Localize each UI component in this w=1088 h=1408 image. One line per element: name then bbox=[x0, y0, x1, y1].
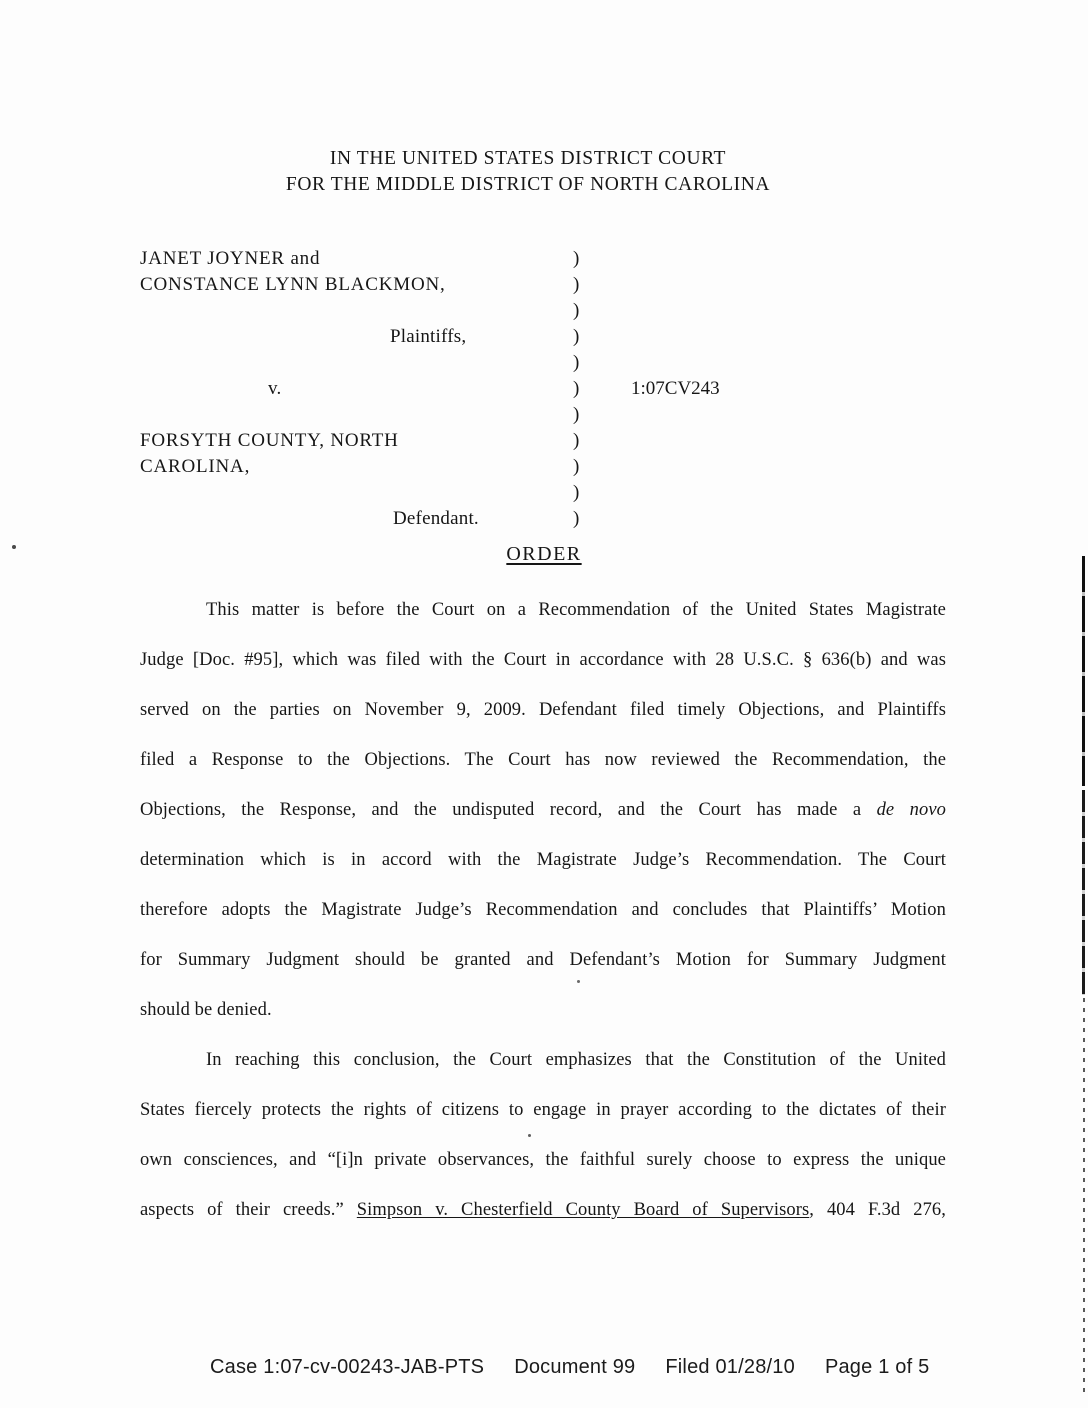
plaintiff-name: CONSTANCE LYNN BLACKMON, bbox=[140, 274, 446, 295]
order-text-line bbox=[140, 785, 946, 835]
text-segment: de novo bbox=[876, 800, 946, 820]
case-caption bbox=[140, 246, 780, 532]
order-paragraph-1 bbox=[140, 585, 946, 1035]
order-text-line: Judge [Doc. #95], which was filed with the Court in accordance with 28 U.S.C. § 636(b) and was bbox=[140, 650, 946, 670]
caption-paren: ) bbox=[573, 352, 580, 373]
order-text-line: States fiercely protects the rights of citizens to engage in prayer according to the dictates of their bbox=[140, 1100, 946, 1120]
caption-paren: ) bbox=[573, 508, 580, 529]
order-text-line: determination which is in accord with the Magistrate Judge’s Recommendation. The Court bbox=[140, 850, 946, 870]
caption-row bbox=[140, 272, 780, 298]
case-citation: Simpson v. Chesterfield County Board of Supervisors bbox=[356, 1200, 810, 1220]
caption-row bbox=[140, 246, 780, 272]
caption-row bbox=[140, 428, 780, 454]
scan-edge-artifact bbox=[1083, 998, 1085, 1393]
scan-edge-artifact bbox=[1082, 556, 1085, 786]
caption-paren: ) bbox=[573, 482, 580, 503]
court-name-line: IN THE UNITED STATES DISTRICT COURT bbox=[329, 148, 727, 169]
footer-filed-date: Filed 01/28/10 bbox=[665, 1356, 795, 1378]
order-text-line: own consciences, and “[i]n private observances, the faithful surely choose to express the unique bbox=[140, 1150, 946, 1170]
defendant-name: CAROLINA, bbox=[140, 456, 251, 477]
caption-row bbox=[140, 324, 780, 350]
ecf-footer-stamp bbox=[210, 1352, 929, 1382]
plaintiffs-label: Plaintiffs, bbox=[390, 326, 467, 347]
caption-row bbox=[140, 480, 780, 506]
order-text-line: served on the parties on November 9, 2009. Defendant filed timely Objections, and Plaintiffs bbox=[140, 700, 946, 720]
order-paragraph-2 bbox=[140, 1035, 946, 1235]
caption-paren: ) bbox=[573, 248, 580, 269]
defendant-label: Defendant. bbox=[393, 508, 479, 529]
versus-label: v. bbox=[268, 378, 282, 399]
caption-paren: ) bbox=[573, 274, 580, 295]
caption-row bbox=[140, 350, 780, 376]
footer-case-number: Case 1:07-cv-00243-JAB-PTS bbox=[210, 1356, 485, 1378]
caption-paren: ) bbox=[573, 378, 580, 399]
caption-row bbox=[140, 298, 780, 324]
caption-row bbox=[140, 402, 780, 428]
order-text-line: should be denied. bbox=[140, 1000, 272, 1020]
order-text-line: filed a Response to the Objections. The Court has now reviewed the Recommendation, the bbox=[140, 750, 946, 770]
text-segment: aspects of their creeds.” bbox=[140, 1200, 357, 1220]
order-text-line: for Summary Judgment should be granted and Defendant’s Motion for Summary Judgment bbox=[140, 950, 946, 970]
text-segment: Objections, the Response, and the undisputed record, and the Court has made a bbox=[140, 800, 877, 820]
caption-row bbox=[140, 376, 780, 402]
scan-speck bbox=[528, 1134, 531, 1137]
text-segment: , 404 F.3d 276, bbox=[809, 1200, 946, 1220]
caption-row bbox=[140, 506, 780, 532]
scan-speck bbox=[577, 980, 580, 983]
caption-paren: ) bbox=[573, 430, 580, 451]
order-text-line bbox=[140, 1185, 946, 1235]
order-text-line: In reaching this conclusion, the Court emphasizes that the Constitution of the United bbox=[206, 1050, 946, 1070]
court-header bbox=[0, 146, 1056, 198]
case-number: 1:07CV243 bbox=[631, 378, 720, 399]
scan-edge-artifact bbox=[1082, 790, 1085, 995]
defendant-name: FORSYTH COUNTY, NORTH bbox=[140, 430, 399, 451]
caption-paren: ) bbox=[573, 326, 580, 347]
caption-paren: ) bbox=[573, 404, 580, 425]
court-district-line: FOR THE MIDDLE DISTRICT OF NORTH CAROLINA bbox=[285, 174, 771, 195]
order-text-line: therefore adopts the Magistrate Judge’s Recommendation and concludes that Plaintiffs’ Motion bbox=[140, 900, 946, 920]
order-text-line: This matter is before the Court on a Recommendation of the United States Magistrate bbox=[206, 600, 946, 620]
caption-paren: ) bbox=[573, 300, 580, 321]
order-heading: ORDER bbox=[506, 543, 582, 565]
caption-paren: ) bbox=[573, 456, 580, 477]
caption-row bbox=[140, 454, 780, 480]
footer-document-number: Document 99 bbox=[514, 1356, 636, 1378]
footer-page-number: Page 1 of 5 bbox=[824, 1356, 930, 1378]
plaintiff-name: JANET JOYNER and bbox=[140, 248, 321, 269]
scan-speck bbox=[12, 545, 16, 549]
